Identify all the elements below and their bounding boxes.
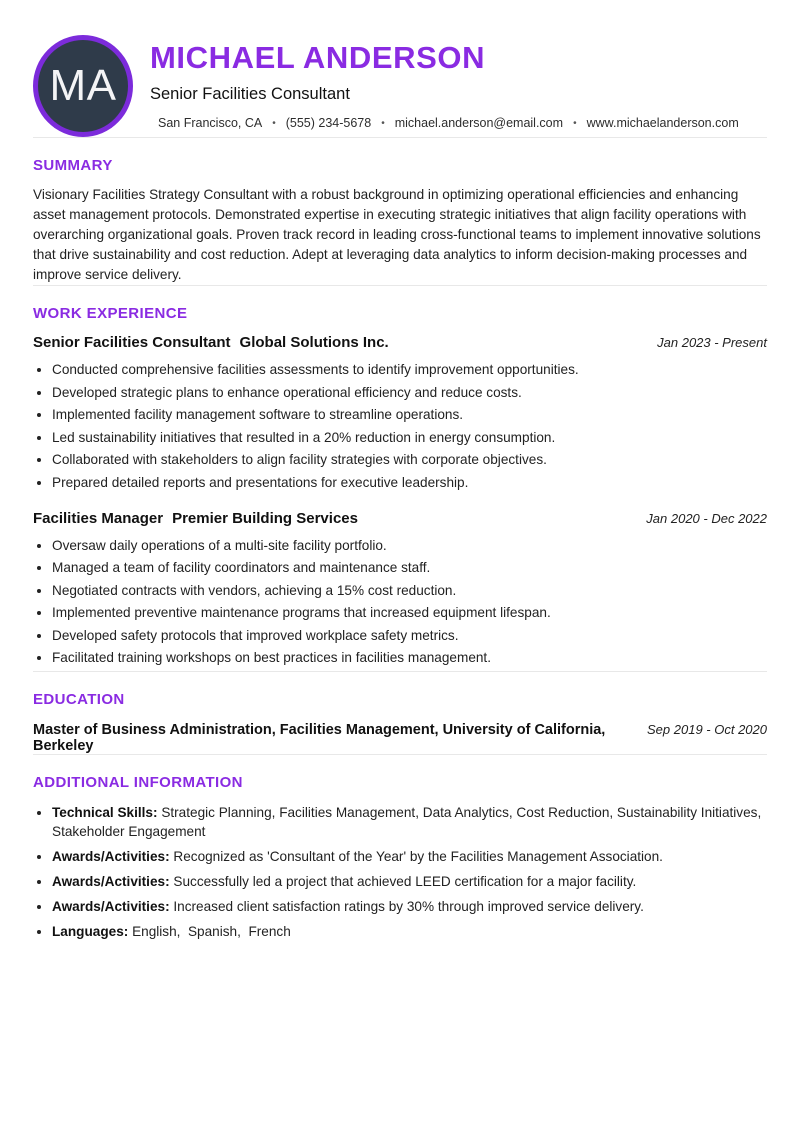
contact-phone: (555) 234-5678 xyxy=(285,115,372,130)
info-item-awards xyxy=(52,847,767,866)
info-item-awards xyxy=(52,897,767,916)
additional-information-list xyxy=(33,803,767,941)
job-bullet: • Managed a team of facility coordinators and maintenance staff. xyxy=(52,558,767,578)
dot-separator: • xyxy=(573,117,577,129)
job-entry xyxy=(33,510,767,669)
info-item-text: Successfully led a project that achieved LEED certification for a major facility. xyxy=(173,873,637,889)
job-header xyxy=(33,334,767,351)
job-title: Facilities Manager xyxy=(33,509,164,527)
info-item-label: Awards/Activities: xyxy=(52,873,170,889)
job-bullet: • Oversaw daily operations of a multi-site facility portfolio. xyxy=(52,536,767,556)
job-bullet: • Prepared detailed reports and presentations for executive leadership. xyxy=(52,473,767,493)
dot-separator: • xyxy=(381,117,385,129)
info-item-text: Strategic Planning, Facilities Management, Data Analytics, Cost Reduction, Sustainability Initiatives, Stakeholder Engagement xyxy=(52,804,766,839)
avatar-initials: MA xyxy=(49,61,117,110)
summary-text: Visionary Facilities Strategy Consultant with a robust background in optimizing operational efficiencies and enhancing asset management protocols. Demonstrated expertise in executing strategic initiatives that align facility operations with overarching organizational goals. Proven track record in leading cross-functional teams to implement innovative solutions that drive sustainability and cost reduction. Adept at leveraging data analytics to inform decision-making processes and improve service delivery. xyxy=(33,187,761,282)
education-heading: EDUCATION xyxy=(33,690,125,708)
job-header xyxy=(33,510,767,527)
education-dates: Sep 2019 - Oct 2020 xyxy=(647,721,767,737)
info-item-text: Increased client satisfaction ratings by 30% through improved service delivery. xyxy=(173,898,644,914)
education-entry xyxy=(33,722,767,754)
job-bullet: • Negotiated contracts with vendors, achieving a 15% cost reduction. xyxy=(52,581,767,601)
info-item-label: Awards/Activities: xyxy=(52,898,170,914)
work-experience-section xyxy=(33,305,767,668)
section-divider xyxy=(33,137,767,138)
job-bullet: • Developed strategic plans to enhance operational efficiency and reduce costs. xyxy=(52,383,767,403)
job-dates: Jan 2023 - Present xyxy=(657,335,767,350)
info-item-awards xyxy=(52,872,767,891)
info-item-languages xyxy=(52,922,767,941)
candidate-name: MICHAEL ANDERSON xyxy=(150,40,486,75)
avatar xyxy=(33,35,133,137)
additional-information-section xyxy=(33,774,767,941)
dot-separator: • xyxy=(272,117,276,129)
contact-location: San Francisco, CA xyxy=(158,115,263,130)
education-degree: Master of Business Administration, Facilities Management, University of California, Berkeley xyxy=(33,721,606,754)
job-title: Senior Facilities Consultant xyxy=(33,334,231,351)
job-company: Premier Building Services xyxy=(172,509,358,527)
candidate-title: Senior Facilities Consultant xyxy=(150,84,350,103)
job-bullet: • Facilitated training workshops on best practices in facilities management. xyxy=(52,648,767,668)
summary-heading: SUMMARY xyxy=(33,157,113,174)
resume-header xyxy=(33,35,767,137)
work-experience-heading: WORK EXPERIENCE xyxy=(33,305,188,322)
contact-email: michael.anderson@email.com xyxy=(394,115,564,130)
job-bullet: • Developed safety protocols that improved workplace safety metrics. xyxy=(52,626,767,646)
job-bullet: • Led sustainability initiatives that resulted in a 20% reduction in energy consumption. xyxy=(52,428,767,448)
info-item-label: Technical Skills: xyxy=(52,804,158,820)
header-info xyxy=(150,35,739,130)
info-item-text: English, Spanish, French xyxy=(132,923,291,939)
job-bullet: • Conducted comprehensive facilities assessments to identify improvement opportunities. xyxy=(52,360,767,380)
contact-row xyxy=(158,116,739,130)
info-item-label: Awards/Activities: xyxy=(52,848,170,864)
info-item-text: Recognized as 'Consultant of the Year' by the Facilities Management Association. xyxy=(173,848,663,864)
job-bullet: • Implemented facility management software to streamline operations. xyxy=(52,405,767,425)
job-bullet: • Implemented preventive maintenance programs that increased equipment lifespan. xyxy=(52,603,767,623)
job-company: Global Solutions Inc. xyxy=(239,334,389,351)
info-item-label: Languages: xyxy=(52,923,129,939)
job-entry xyxy=(33,334,767,493)
job-dates: Jan 2020 - Dec 2022 xyxy=(646,510,767,526)
job-bullet-list xyxy=(33,360,767,493)
education-section xyxy=(33,691,767,754)
summary-section xyxy=(33,157,767,285)
job-title-line xyxy=(33,334,389,351)
additional-information-heading: ADDITIONAL INFORMATION xyxy=(33,773,243,791)
section-divider xyxy=(33,671,767,672)
job-bullet-list xyxy=(33,536,767,669)
info-item-technical-skills xyxy=(52,803,767,841)
job-title-line xyxy=(33,510,358,527)
contact-website: www.michaelanderson.com xyxy=(586,115,739,130)
job-bullet: • Collaborated with stakeholders to align facility strategies with corporate objectives. xyxy=(52,450,767,470)
section-divider xyxy=(33,285,767,286)
section-divider xyxy=(33,754,767,755)
